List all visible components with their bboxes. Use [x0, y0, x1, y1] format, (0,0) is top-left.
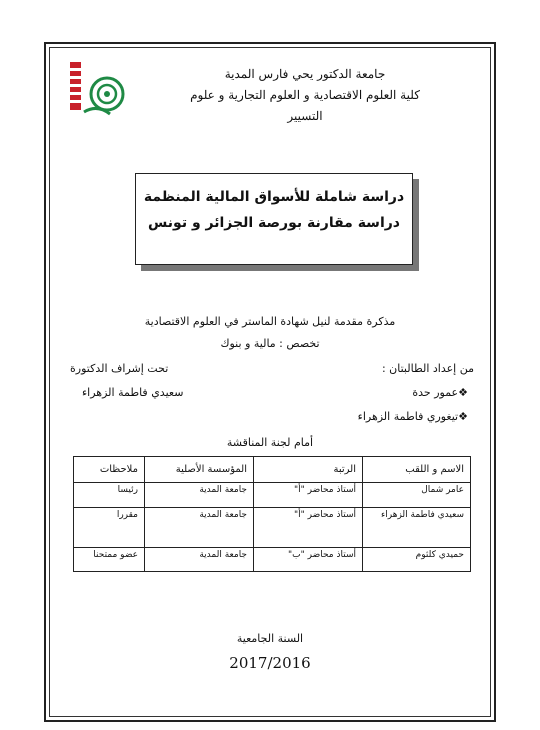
jury-role: مقررا — [74, 508, 145, 548]
supervision-label: تحت إشراف الدكتورة — [70, 362, 169, 375]
header-rank: الرتبة — [254, 457, 363, 483]
jury-rank: أستاذ محاضر "ب" — [254, 548, 363, 572]
jury-header-row — [74, 457, 471, 483]
thesis-subtitle: دراسة مقارنة بورصة الجزائر و تونس — [148, 215, 400, 231]
prepared-by-label: من إعداد الطالبتان : — [381, 362, 474, 375]
thesis-title: دراسة شاملة للأسواق المالية المنظمة — [143, 189, 405, 205]
specialty: تخصص : مالية و بنوك — [220, 337, 320, 350]
memo-purpose: مذكرة مقدمة لنيل شهادة الماستر في العلوم الاقتصادية — [144, 315, 396, 328]
committee-label: أمام لجنة المناقشة — [226, 436, 314, 449]
table-row — [74, 483, 471, 508]
jury-institution: جامعة المدية — [145, 483, 254, 508]
header-notes: ملاحظات — [74, 457, 145, 483]
jury-institution: جامعة المدية — [145, 548, 254, 572]
jury-name: حميدي كلثوم — [363, 548, 471, 572]
page-border-inner — [49, 47, 491, 717]
jury-role: عضو ممتحنا — [74, 548, 145, 572]
bullet-icon: ❖ — [458, 386, 468, 399]
jury-name: سعيدي فاطمة الزهراء — [363, 508, 471, 548]
academic-year: 2017/2016 — [229, 654, 311, 672]
academic-year-label: السنة الجامعية — [236, 632, 304, 645]
bullet-icon: ❖ — [458, 410, 468, 423]
header-institution: المؤسسة الأصلية — [145, 457, 254, 483]
table-row — [74, 508, 471, 548]
memo-description — [90, 311, 450, 355]
student-name-2: ❖تيغوري فاطمة الزهراء — [357, 410, 468, 423]
student-name-1: ❖عمور حدة — [412, 386, 468, 399]
jury-table — [73, 456, 471, 572]
supervisor-name: سعيدي فاطمة الزهراء — [82, 386, 184, 399]
jury-name: عامر شمال — [363, 483, 471, 508]
faculty-name: كلية العلوم الاقتصادية و العلوم التجارية و علوم — [190, 88, 420, 102]
table-row — [74, 548, 471, 572]
header-name: الاسم و اللقب — [363, 457, 471, 483]
thesis-title-box — [135, 173, 413, 265]
jury-rank: أستاذ محاضر "أ" — [254, 508, 363, 548]
jury-rank: أستاذ محاضر "أ" — [254, 483, 363, 508]
university-logo-icon — [64, 56, 130, 122]
jury-institution: جامعة المدية — [145, 508, 254, 548]
jury-role: رئيسا — [74, 483, 145, 508]
university-header — [140, 64, 470, 127]
university-name: جامعة الدكتور يحي فارس المدية — [224, 67, 386, 81]
faculty-name-cont: التسيير — [287, 109, 323, 123]
